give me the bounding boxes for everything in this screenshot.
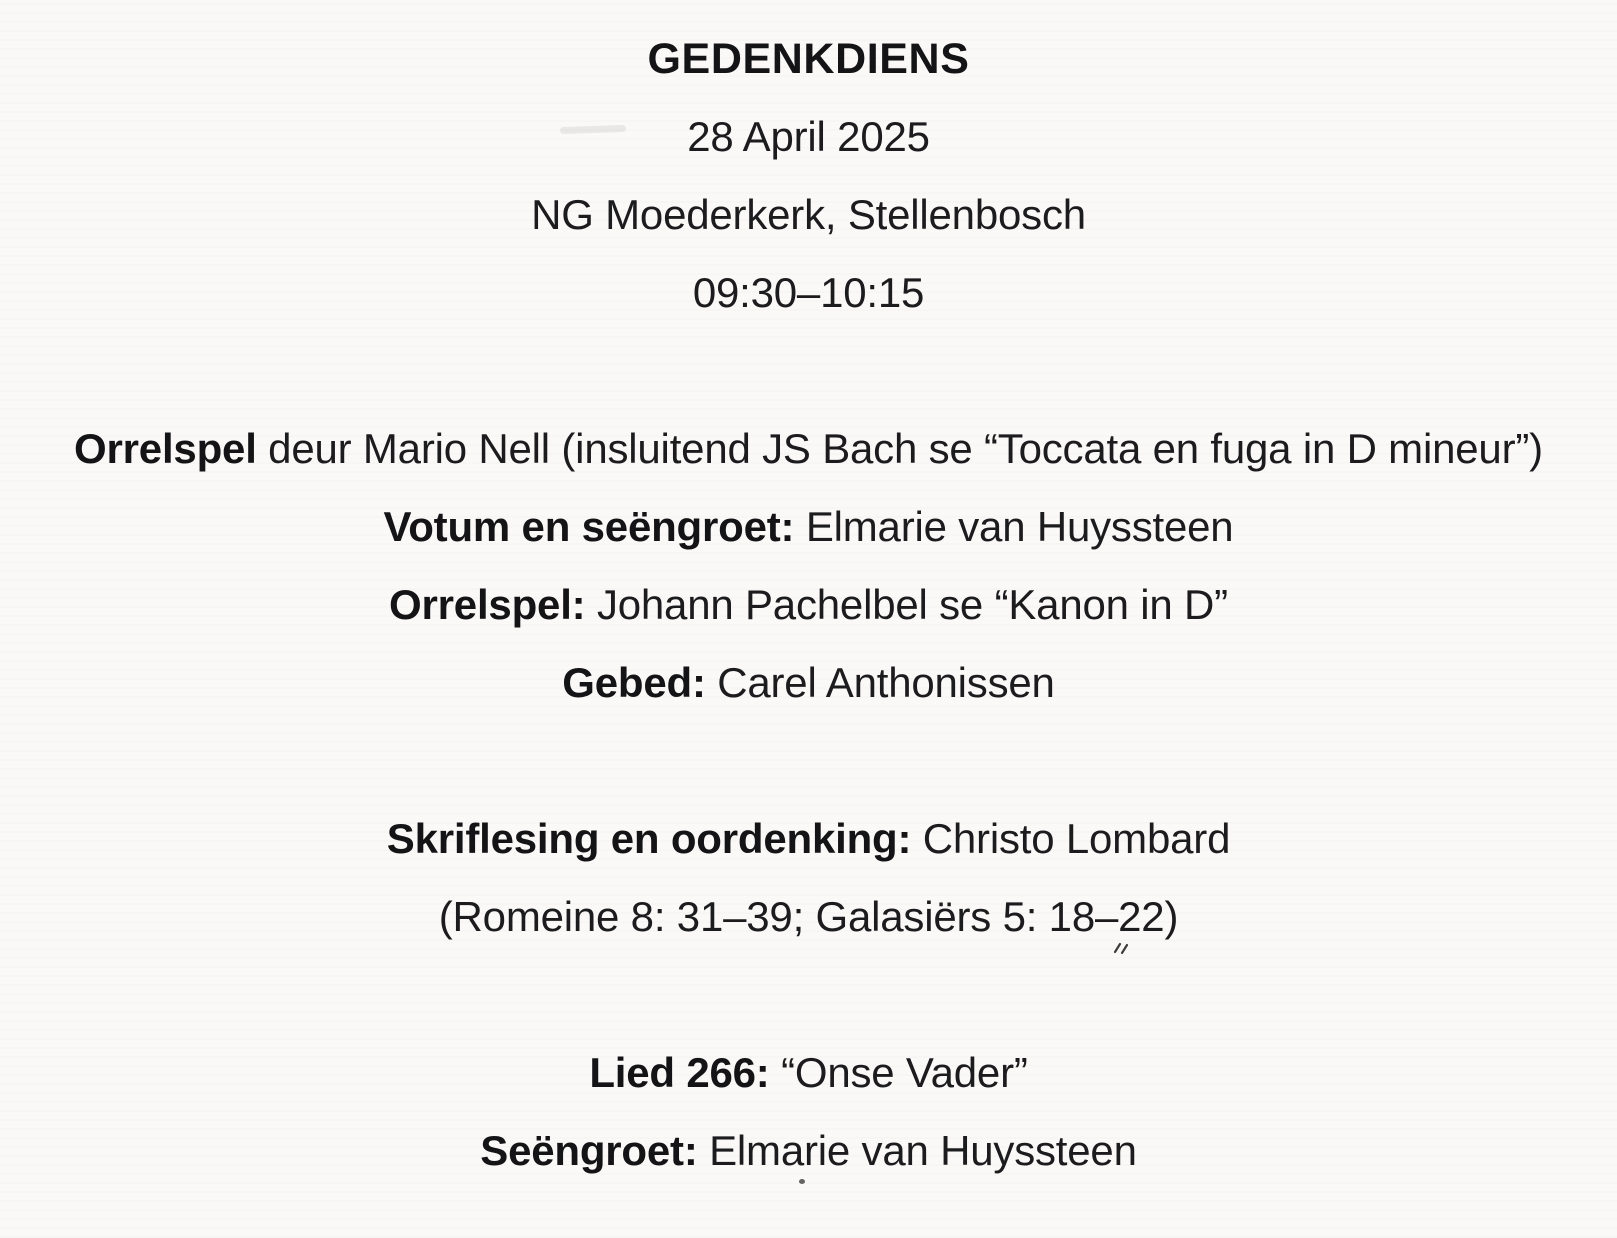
- program-item-label: Seëngroet:: [480, 1127, 698, 1174]
- program-line-seengroet: [0, 1112, 1617, 1190]
- program-line-skrifverwysing: [0, 878, 1617, 956]
- program-item-text: Elmarie van Huyssteen: [697, 1127, 1137, 1174]
- program-item-text: Elmarie van Huyssteen: [794, 503, 1234, 550]
- program-item-label: Orrelspel: [74, 425, 257, 472]
- venue-line: NG Moederkerk, Stellenbosch: [531, 191, 1086, 238]
- section-gap: [0, 332, 1617, 410]
- program-line-votum: [0, 488, 1617, 566]
- time-line: 09:30–10:15: [692, 269, 925, 316]
- program-item-label: Skriflesing en oordenking:: [386, 815, 912, 862]
- program-line-skriflesing: [0, 800, 1617, 878]
- program-item-text: (Romeine 8: 31–39; Galasiërs 5: 18–22): [438, 893, 1179, 940]
- program-line-orrelspel-kanon: [0, 566, 1617, 644]
- section-gap: [0, 722, 1617, 800]
- program-line-lied: [0, 1034, 1617, 1112]
- program-line-orrelspel-prelude: [0, 410, 1617, 488]
- program-item-text: Carel Anthonissen: [705, 659, 1055, 706]
- program-line-gebed: [0, 644, 1617, 722]
- program-item-text: deur Mario Nell (insluitend JS Bach se “Toccata en fuga in D mineur”): [256, 425, 1543, 472]
- program-item-text: Christo Lombard: [911, 815, 1231, 862]
- program-item-label: Lied 266:: [589, 1049, 770, 1096]
- section-gap: [0, 956, 1617, 1034]
- scan-speck: [799, 1179, 805, 1184]
- program-item-label: Gebed:: [562, 659, 706, 706]
- program-item-text: “Onse Vader”: [769, 1049, 1028, 1096]
- date-line: 28 April 2025: [687, 113, 930, 160]
- program-item-label: Orrelspel:: [389, 581, 586, 628]
- program-item-label: Votum en seëngroet:: [383, 503, 795, 550]
- pen-mark: [1108, 936, 1134, 958]
- program-item-text: Johann Pachelbel se “Kanon in D”: [585, 581, 1228, 628]
- page-title: GEDENKDIENS: [647, 35, 970, 83]
